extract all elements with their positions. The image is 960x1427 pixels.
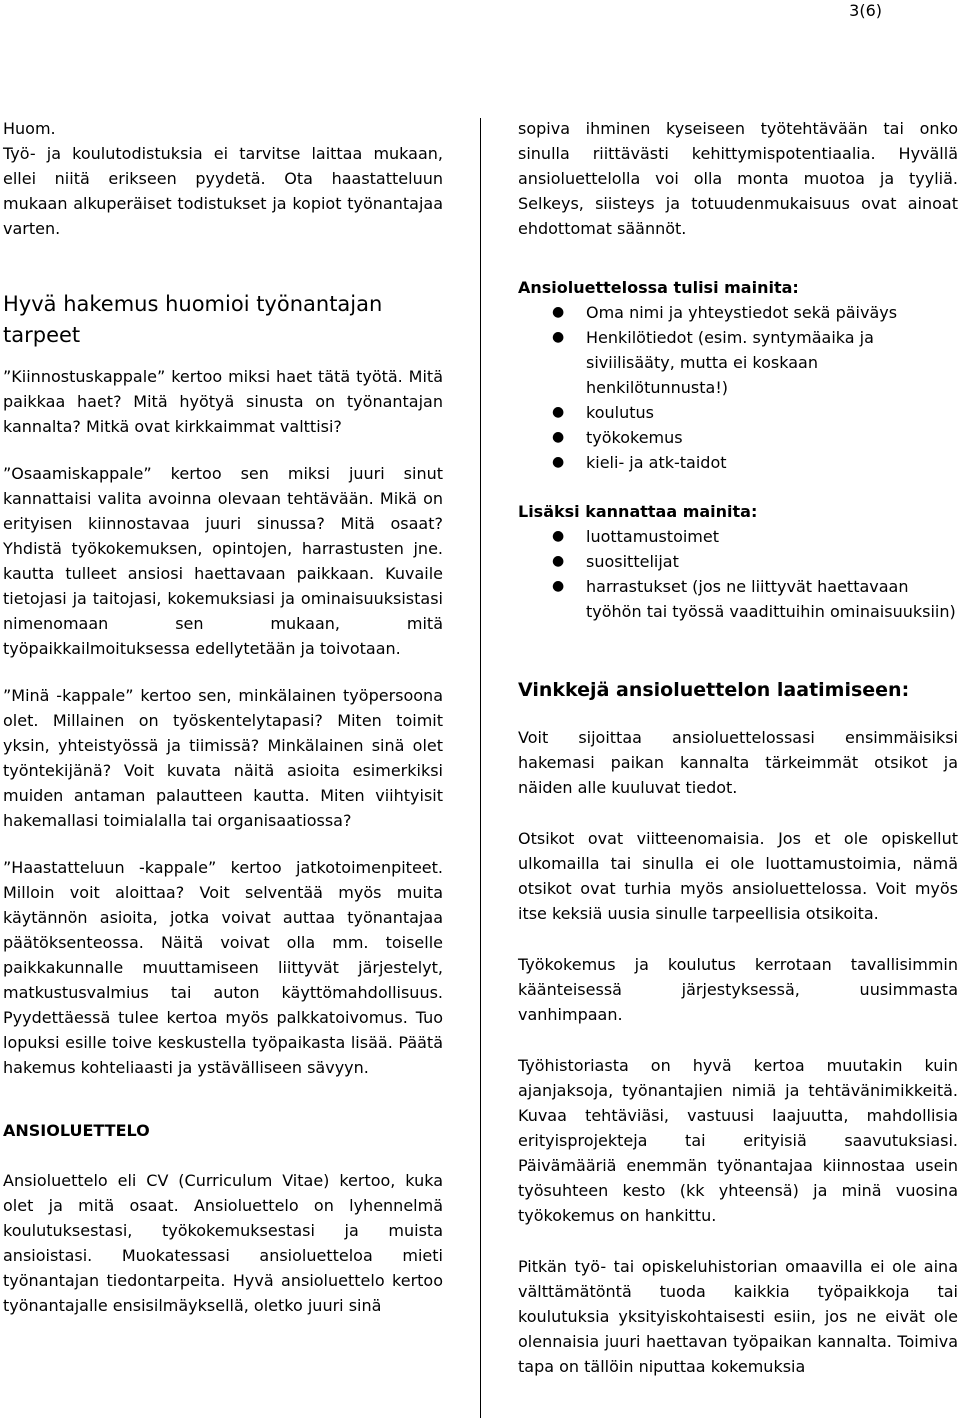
lisaksi-list	[518, 524, 958, 624]
tips-paragraph: Otsikot ovat viitteenomaisia. Jos et ole opiskellut ulkomailla tai sinulla ei ole luottamustoimia, nämä otsikot ovat turhia myös ansioluettelossa. Voit myös itse keksiä uusia sinulle tarpeellisia otsikoita.	[518, 829, 958, 923]
note-text: Työ- ja koulutodistuksia ei tarvitse laittaa mukaan, ellei niitä erikseen pyydetä. Ota haastatteluun mukaan alkuperäiset todistukset ja kopiot työnantajaa varten.	[3, 144, 443, 238]
note-block	[3, 116, 443, 241]
bullet-icon: ●	[552, 404, 565, 420]
hakemus-heading: Hyvä hakemus huomioi työnantajan tarpeet	[3, 292, 383, 347]
list-item: ● harrastukset (jos ne liittyvät haettavaan työhön tai työssä vaadittuihin ominaisuuksiin)	[518, 574, 958, 624]
tips-paragraph: Työkokemus ja koulutus kerrotaan tavallisimmin käänteisessä järjestyksessä, uusimmasta vanhimpaan.	[518, 955, 958, 1024]
list-item: ● koulutus	[518, 400, 958, 425]
tips-paragraph: Työhistoriasta on hyvä kertoa muutakin kuin ajanjaksoja, työnantajien nimiä ja tehtävänimikkeitä. Kuvaa tehtäviäsi, vastuusi laajuutta, mahdollisia erityisprojekteja tai erityisiä saavutuksiasi. Päivämääriä enemmän työnantajaa kiinnostaa usein työsuhteen kesto (kk yhteensä) ja minä vuosina työkokemus on hankittu.	[518, 1056, 958, 1225]
tips-paragraph: Pitkän työ- tai opiskeluhistorian omaavilla ei ole aina välttämätöntä tuoda kaikkia työpaikkoja tai koulutuksia yksityiskohtaisesti esiin, jos ne eivät ole olennaisia juuri haettavan työpaikan kannalta. Toimiva tapa on tällöin niputtaa kokemuksia	[518, 1257, 958, 1376]
kiinnostus-paragraph: ”Kiinnostuskappale” kertoo miksi haet tätä työtä. Mitä paikkaa haet? Mitä hyötyä sinusta on työnantajan kannalta? Mitkä ovat kirkkaimmat valttisi?	[3, 367, 443, 436]
list-item: ● Oma nimi ja yhteystiedot sekä päiväys	[518, 300, 958, 325]
bullet-icon: ●	[552, 454, 565, 470]
bullet-icon: ●	[552, 553, 565, 569]
bullet-icon: ●	[552, 429, 565, 445]
bullet-icon: ●	[552, 304, 565, 320]
list-item: ● luottamustoimet	[518, 524, 958, 549]
list-item: ● kieli- ja atk-taidot	[518, 450, 958, 475]
haastattelu-paragraph: ”Haastatteluun -kappale” kertoo jatkotoimenpiteet. Milloin voit aloittaa? Voit selventää myös muita käytännön asioita, jotka voivat auttaa työnantajaa päätöksenteossa. Näitä voivat olla mm. toiselle paikkakunnalle muuttamiseen liittyvät järjestelyt, matkustusvalmius tai auton käyttömahdollisuus. Pyydettäessä tulee kertoa myös palkkatoivomus. Tuo lopuksi esille toive keskustella työpaikasta lisää. Päätä hakemus kohteliaasti ja ystävälliseen sävyyn.	[3, 858, 443, 1077]
note-label: Huom.	[3, 119, 56, 138]
right-column	[518, 116, 958, 1379]
lisaksi-heading: Lisäksi kannattaa mainita:	[518, 502, 758, 521]
list-item: ● Henkilötiedot (esim. syntymäaika ja siviilisääty, mutta ei koskaan henkilötunnusta!)	[518, 325, 958, 400]
list-item: ● suosittelijat	[518, 549, 958, 574]
bullet-icon: ●	[552, 578, 565, 594]
column-divider	[480, 118, 481, 1418]
mina-paragraph: ”Minä -kappale” kertoo sen, minkälainen työpersoona olet. Millainen on työskentelytapasi? Miten toimit yksin, yhteistyössä ja tiimissä? Minkälainen sinä olet työntekijänä? Voit kuvata näitä asioita esimerkiksi muiden antaman palautteen kautta. Miten viihtyisit hakemallasi toimialalla tai organisaatiossa?	[3, 686, 443, 830]
tips-paragraph: Voit sijoittaa ansioluettelossasi ensimmäisiksi hakemasi paikan kannalta tärkeimmät otsikot ja näiden alle kuuluvat tiedot.	[518, 728, 958, 797]
bullet-icon: ●	[552, 329, 565, 345]
left-column	[3, 116, 443, 1318]
bullet-icon: ●	[552, 528, 565, 544]
osaaminen-paragraph: ”Osaamiskappale” kertoo sen miksi juuri sinut kannattaisi valita avoinna olevaan tehtävään. Mikä on erityisen kiinnostavaa juuri sinussa? Mitä osaat? Yhdistä työkokemuksen, opintojen, harrastusten jne. kautta tulleet ansiosi haettavaan paikkaan. Kuvaile tietojasi ja taitojasi, kokemuksiasi ja ominaisuuksistasi nimenomaan sen mukaan, mitä työpaikkailmoituksessa edellytetään ja toivotaan.	[3, 464, 443, 658]
cv-paragraph: Ansioluettelo eli CV (Curriculum Vitae) kertoo, kuka olet ja mitä osaat. Ansioluettelo on lyhennelmä koulutuksestasi, työkokemuksestasi ja muista ansioistasi. Muokatessasi ansioluetteloa mieti työnantajan tiedontarpeita. Hyvä ansioluettelo kertoo työnantajalle ensisilmäyksellä, oletko juuri sinä	[3, 1171, 443, 1315]
page-number: 3(6)	[849, 1, 882, 20]
mainita-heading: Ansioluettelossa tulisi mainita:	[518, 278, 799, 297]
mainita-list	[518, 300, 958, 475]
tips-heading: Vinkkejä ansioluettelon laatimiseen:	[518, 679, 910, 701]
intro-paragraph: sopiva ihminen kyseiseen työtehtävään tai onko sinulla riittävästi kehittymispotentiaalia. Hyvällä ansioluettelolla voi olla monta muotoa ja tyyliä. Selkeys, siisteys ja totuudenmukaisuus ovat ainoat ehdottomat säännöt.	[518, 119, 958, 238]
cv-heading: ANSIOLUETTELO	[3, 1121, 150, 1140]
list-item: ● työkokemus	[518, 425, 958, 450]
